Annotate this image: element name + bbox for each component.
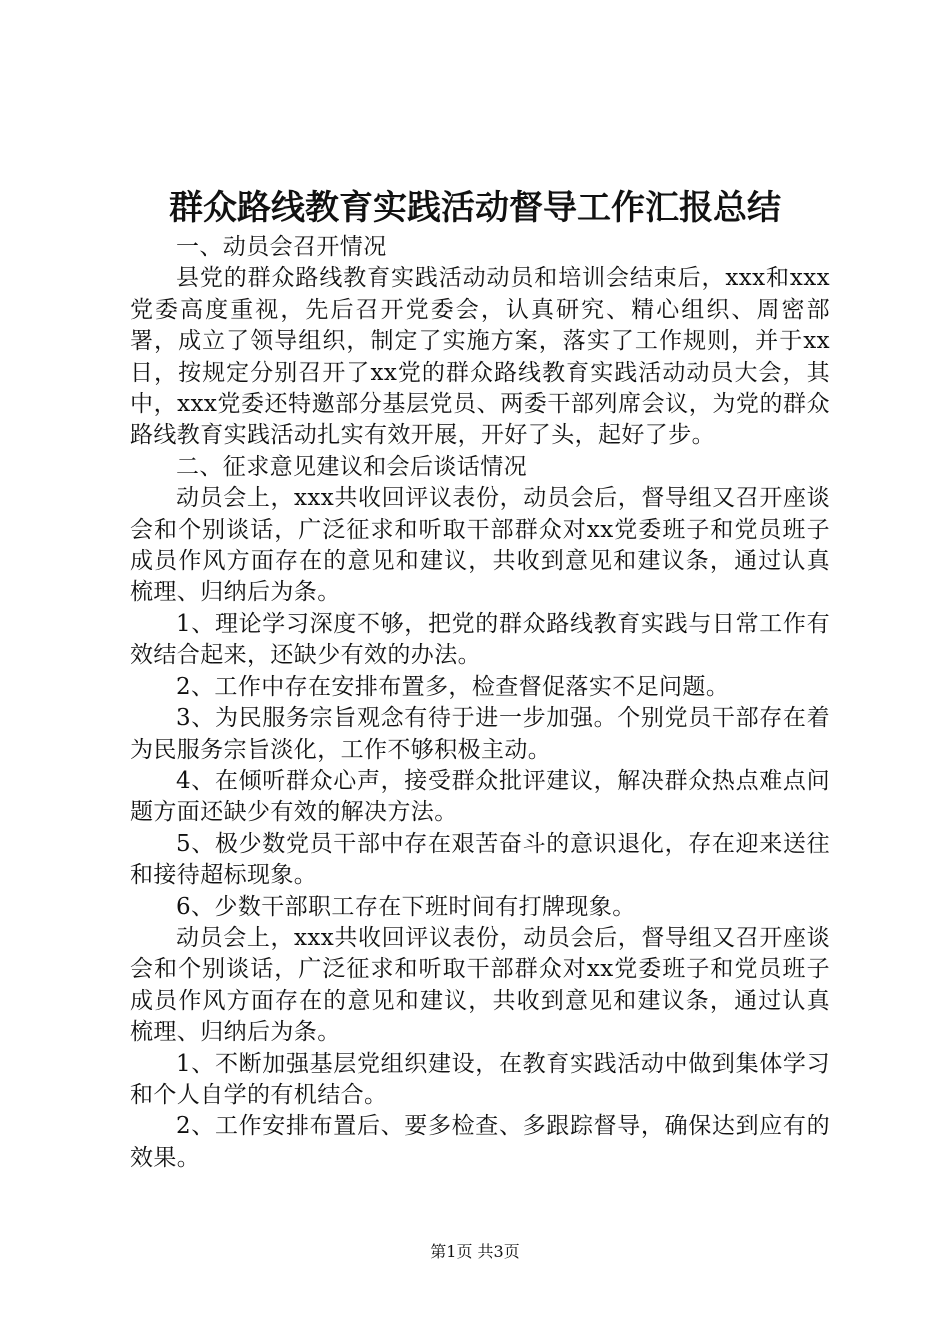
list-item: 1、理论学习深度不够，把党的群众路线教育实践与日常工作有效结合起来，还缺少有效的办法。 xyxy=(130,610,830,669)
body-paragraph: 动员会上，xxx共收回评议表份，动员会后，督导组又召开座谈会和个别谈话，广泛征求和听取干部群众对xx党委班子和党员班子成员作风方面存在的意见和建议，共收到意见和建议条，通过认真梳理、归纳后为条。 xyxy=(130,485,830,606)
list-item: 1、不断加强基层党组织建设，在教育实践活动中做到集体学习和个人自学的有机结合。 xyxy=(130,1050,830,1108)
section-heading-1: 一、动员会召开情况 xyxy=(176,234,387,260)
document-title: 群众路线教育实践活动督导工作汇报总结 xyxy=(169,188,781,228)
list-item: 2、工作安排布置后、要多检查、多跟踪督导，确保达到应有的效果。 xyxy=(130,1113,830,1171)
list-item: 6、少数干部职工存在下班时间有打牌现象。 xyxy=(176,893,636,920)
section-heading-2: 二、征求意见建议和会后谈话情况 xyxy=(176,453,527,480)
list-item: 4、在倾听群众心声，接受群众批评建议，解决群众热点难点问题方面还缺少有效的解决方法。 xyxy=(130,767,830,826)
page-footer: 第1页 共3页 xyxy=(430,1242,520,1261)
list-item: 5、极少数党员干部中存在艰苦奋斗的意识退化，存在迎来送往和接待超标现象。 xyxy=(130,830,830,889)
body-paragraph: 县党的群众路线教育实践活动动员和培训会结束后，xxx和xxx党委高度重视，先后召开党委会，认真研究、精心组织、周密部署，成立了领导组织，制定了实施方案，落实了工作规则，并于xx日，按规定分别召开了xx党的群众路线教育实践活动动员大会，其中，xxx党委还特邀部分基层党员、两委干部列席会议，为党的群众路线教育实践活动扎实有效开展，开好了头，起好了步。 xyxy=(130,265,830,449)
document-body xyxy=(130,232,830,1174)
list-item: 3、为民服务宗旨观念有待于进一步加强。个别党员干部存在着为民服务宗旨淡化，工作不够积极主动。 xyxy=(130,705,830,763)
body-paragraph: 动员会上，xxx共收回评议表份，动员会后，督导组又召开座谈会和个别谈话，广泛征求和听取干部群众对xx党委班子和党员班子成员作风方面存在的意见和建议，共收到意见和建议条，通过认真梳理、归纳后为条。 xyxy=(130,924,830,1046)
list-item: 2、工作中存在安排布置多，检查督促落实不足问题。 xyxy=(176,673,730,700)
